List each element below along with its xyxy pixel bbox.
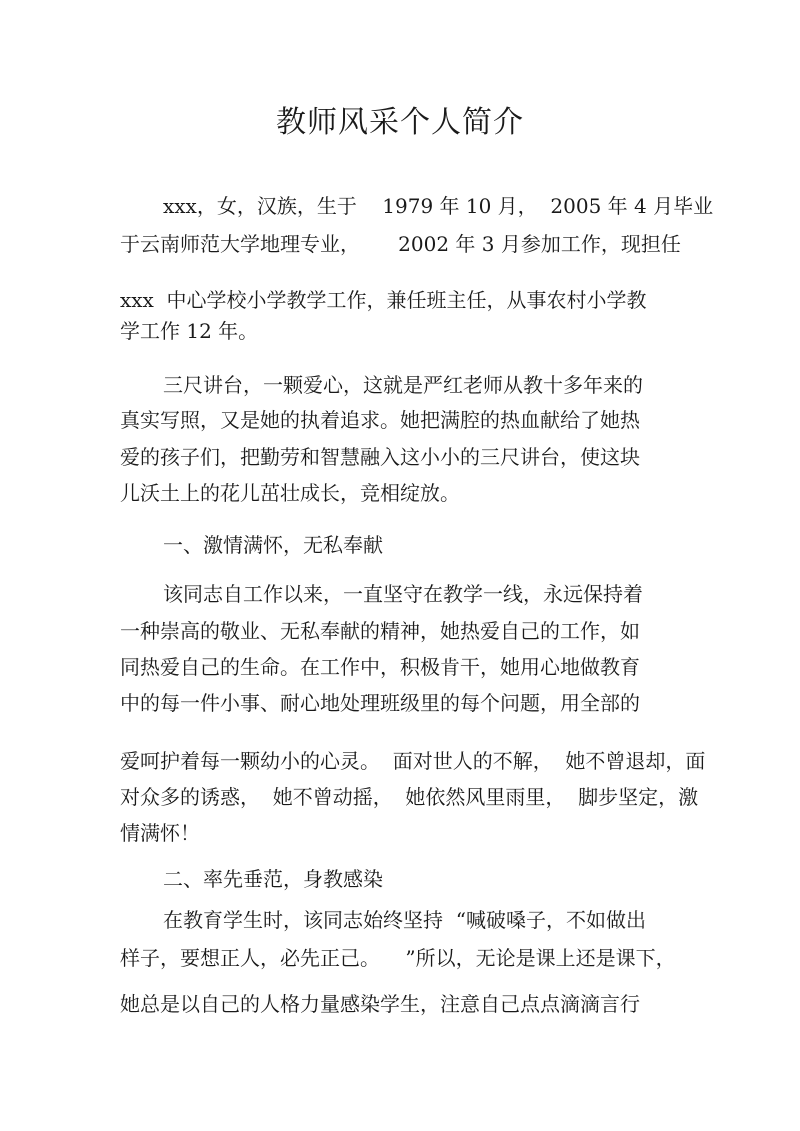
- paragraph-line: 她总是以自己的人格力量感染学生，注意自己点点滴滴言行: [120, 992, 640, 1016]
- section-heading: 一、激情满怀，无私奉献: [163, 533, 383, 557]
- paragraph-line: 一种崇高的敬业、无私奉献的精神，她热爱自己的工作，如: [120, 619, 640, 643]
- paragraph-line: 情满怀！: [120, 821, 200, 845]
- paragraph-line: 儿沃土上的花儿茁壮成长，竞相绽放。: [120, 481, 460, 505]
- paragraph-line: 在教育学生时，该同志始终坚持 “喊破嗓子，不如做出: [163, 908, 646, 932]
- paragraph-line: 于云南师范大学地理专业， 2002 年 3 月参加工作，现担任: [120, 232, 681, 256]
- paragraph-line: 爱的孩子们，把勤劳和智慧融入这小小的三尺讲台，使这块: [120, 445, 640, 469]
- paragraph-line: 爱呵护着每一颗幼小的心灵。 面对世人的不解， 她不曾退却，面: [120, 749, 706, 773]
- paragraph-line: 三尺讲台，一颗爱心，这就是严红老师从教十多年来的: [163, 373, 643, 397]
- paragraph-line: 样子，要想正人，必先正己。 ”所以，无论是课上还是课下，: [120, 946, 676, 970]
- paragraph-line: 学工作 12 年。: [120, 319, 259, 343]
- paragraph-line: 中的每一件小事、耐心地处理班级里的每个问题，用全部的: [120, 691, 640, 715]
- paragraph-line: 同热爱自己的生命。在工作中，积极肯干，她用心地做教育: [120, 655, 640, 679]
- paragraph-line: 对众多的诱惑， 她不曾动摇， 她依然风里雨里， 脚步坚定，激: [120, 785, 699, 809]
- paragraph-line: xxx，女，汉族，生于 1979 年 10 月， 2005 年 4 月毕业: [163, 194, 714, 218]
- section-heading: 二、率先垂范，身教感染: [163, 867, 383, 891]
- document-title: 教师风采个人简介: [276, 105, 524, 140]
- paragraph-line: xxx 中心学校小学教学工作，兼任班主任，从事农村小学教: [120, 288, 647, 312]
- paragraph-line: 该同志自工作以来，一直坚守在教学一线，永远保持着: [163, 582, 643, 606]
- paragraph-line: 真实写照，又是她的执着追求。她把满腔的热血献给了她热: [120, 408, 640, 432]
